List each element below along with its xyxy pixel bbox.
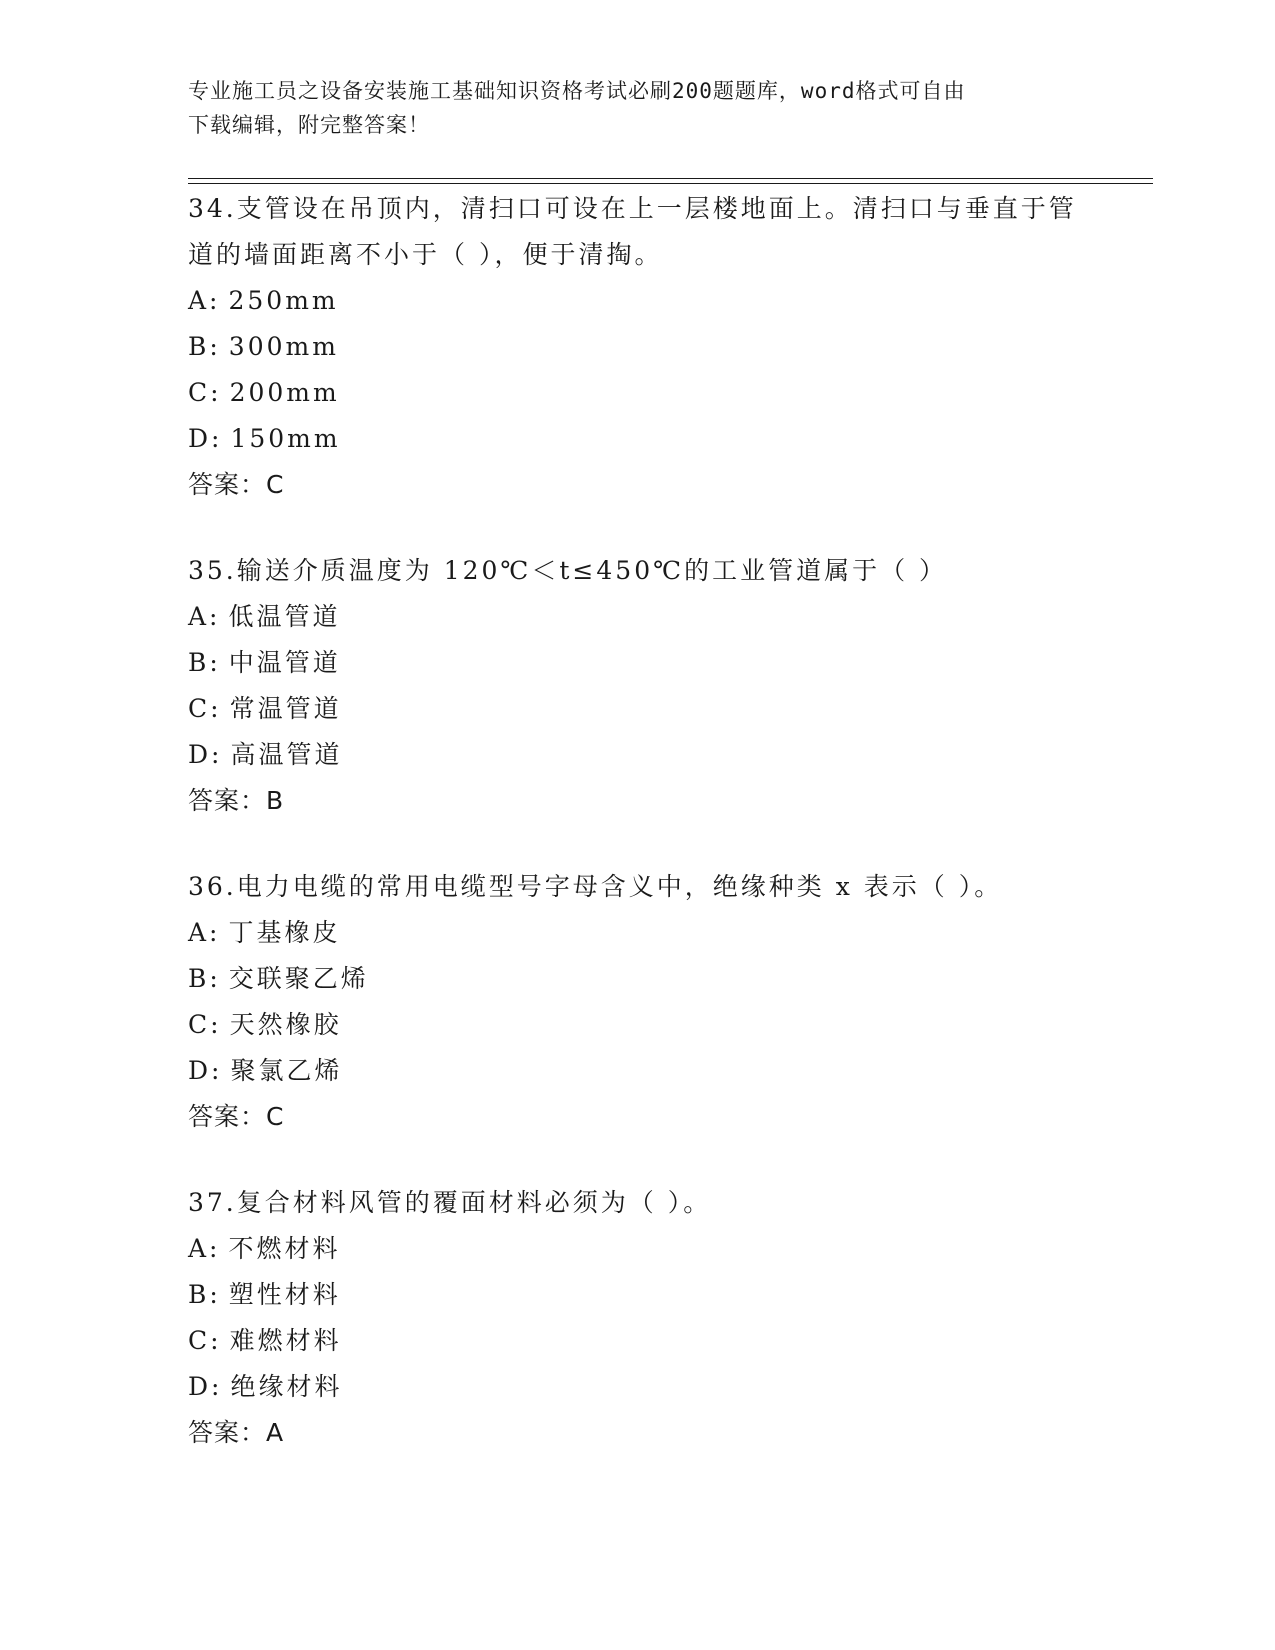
option-key: D: — [188, 1056, 223, 1085]
answer-line — [188, 1094, 1088, 1140]
option-a — [188, 278, 1088, 324]
option-text: 常温管道 — [229, 694, 342, 723]
option-key: B: — [188, 964, 221, 993]
option-a — [188, 1226, 1088, 1272]
option-key: D: — [188, 1372, 223, 1401]
option-text: 难燃材料 — [229, 1326, 342, 1355]
header-line-2: 下载编辑，附完整答案！ — [188, 113, 430, 137]
option-text: 中温管道 — [228, 648, 341, 677]
header-divider-bottom — [188, 183, 1153, 184]
option-text: 不燃材料 — [228, 1234, 341, 1263]
option-key: B: — [188, 332, 221, 361]
option-d — [188, 732, 1088, 778]
question-stem: 35.输送介质温度为 120℃＜t≤450℃的工业管道属于（ ） — [188, 556, 948, 585]
answer-value: C — [266, 470, 285, 499]
question-stem: 36.电力电缆的常用电缆型号字母含义中，绝缘种类 x 表示（ ）。 — [188, 872, 1003, 901]
option-text: 低温管道 — [228, 602, 341, 631]
option-c — [188, 686, 1088, 732]
option-text: 丁基橡皮 — [228, 918, 341, 947]
option-text: 200mm — [229, 378, 340, 407]
answer-label: 答案： — [188, 470, 267, 499]
document-header — [188, 74, 1068, 142]
answer-value: B — [266, 786, 285, 815]
option-c — [188, 1002, 1088, 1048]
option-text: 150mm — [230, 424, 341, 453]
option-c — [188, 370, 1088, 416]
option-text: 聚氯乙烯 — [230, 1056, 343, 1085]
option-d — [188, 1364, 1088, 1410]
option-a — [188, 910, 1088, 956]
answer-value: A — [266, 1418, 285, 1447]
option-b — [188, 324, 1088, 370]
option-key: D: — [188, 424, 223, 453]
option-b — [188, 640, 1088, 686]
option-key: C: — [188, 378, 222, 407]
option-key: C: — [188, 1010, 222, 1039]
option-text: 300mm — [228, 332, 339, 361]
answer-value: C — [266, 1102, 285, 1131]
option-key: C: — [188, 694, 222, 723]
option-text: 塑性材料 — [228, 1280, 341, 1309]
option-key: A: — [188, 1234, 221, 1263]
answer-label: 答案： — [188, 1418, 267, 1447]
answer-line — [188, 778, 1088, 824]
option-text: 天然橡胶 — [229, 1010, 342, 1039]
option-key: A: — [188, 286, 221, 315]
option-b — [188, 1272, 1088, 1318]
answer-label: 答案： — [188, 786, 267, 815]
question-34 — [188, 186, 1088, 508]
option-text: 250mm — [228, 286, 339, 315]
option-text: 绝缘材料 — [230, 1372, 343, 1401]
header-divider-top — [188, 178, 1153, 179]
option-b — [188, 956, 1088, 1002]
option-c — [188, 1318, 1088, 1364]
header-line-1: 专业施工员之设备安装施工基础知识资格考试必刷200题题库，word格式可自由 — [188, 79, 966, 103]
option-key: C: — [188, 1326, 222, 1355]
answer-line — [188, 462, 1088, 508]
option-text: 高温管道 — [230, 740, 343, 769]
option-text: 交联聚乙烯 — [228, 964, 369, 993]
question-stem: 34.支管设在吊顶内，清扫口可设在上一层楼地面上。清扫口与垂直于管道的墙面距离不小于（ ），便于清掏。 — [188, 194, 1077, 269]
option-d — [188, 416, 1088, 462]
option-key: D: — [188, 740, 223, 769]
question-37 — [188, 1180, 1088, 1456]
question-stem: 37.复合材料风管的覆面材料必须为（ ）。 — [188, 1188, 712, 1217]
answer-line — [188, 1410, 1088, 1456]
option-key: A: — [188, 602, 221, 631]
answer-label: 答案： — [188, 1102, 267, 1131]
option-a — [188, 594, 1088, 640]
option-key: B: — [188, 1280, 221, 1309]
option-d — [188, 1048, 1088, 1094]
option-key: B: — [188, 648, 221, 677]
option-key: A: — [188, 918, 221, 947]
question-36 — [188, 864, 1088, 1140]
question-35 — [188, 548, 1088, 824]
